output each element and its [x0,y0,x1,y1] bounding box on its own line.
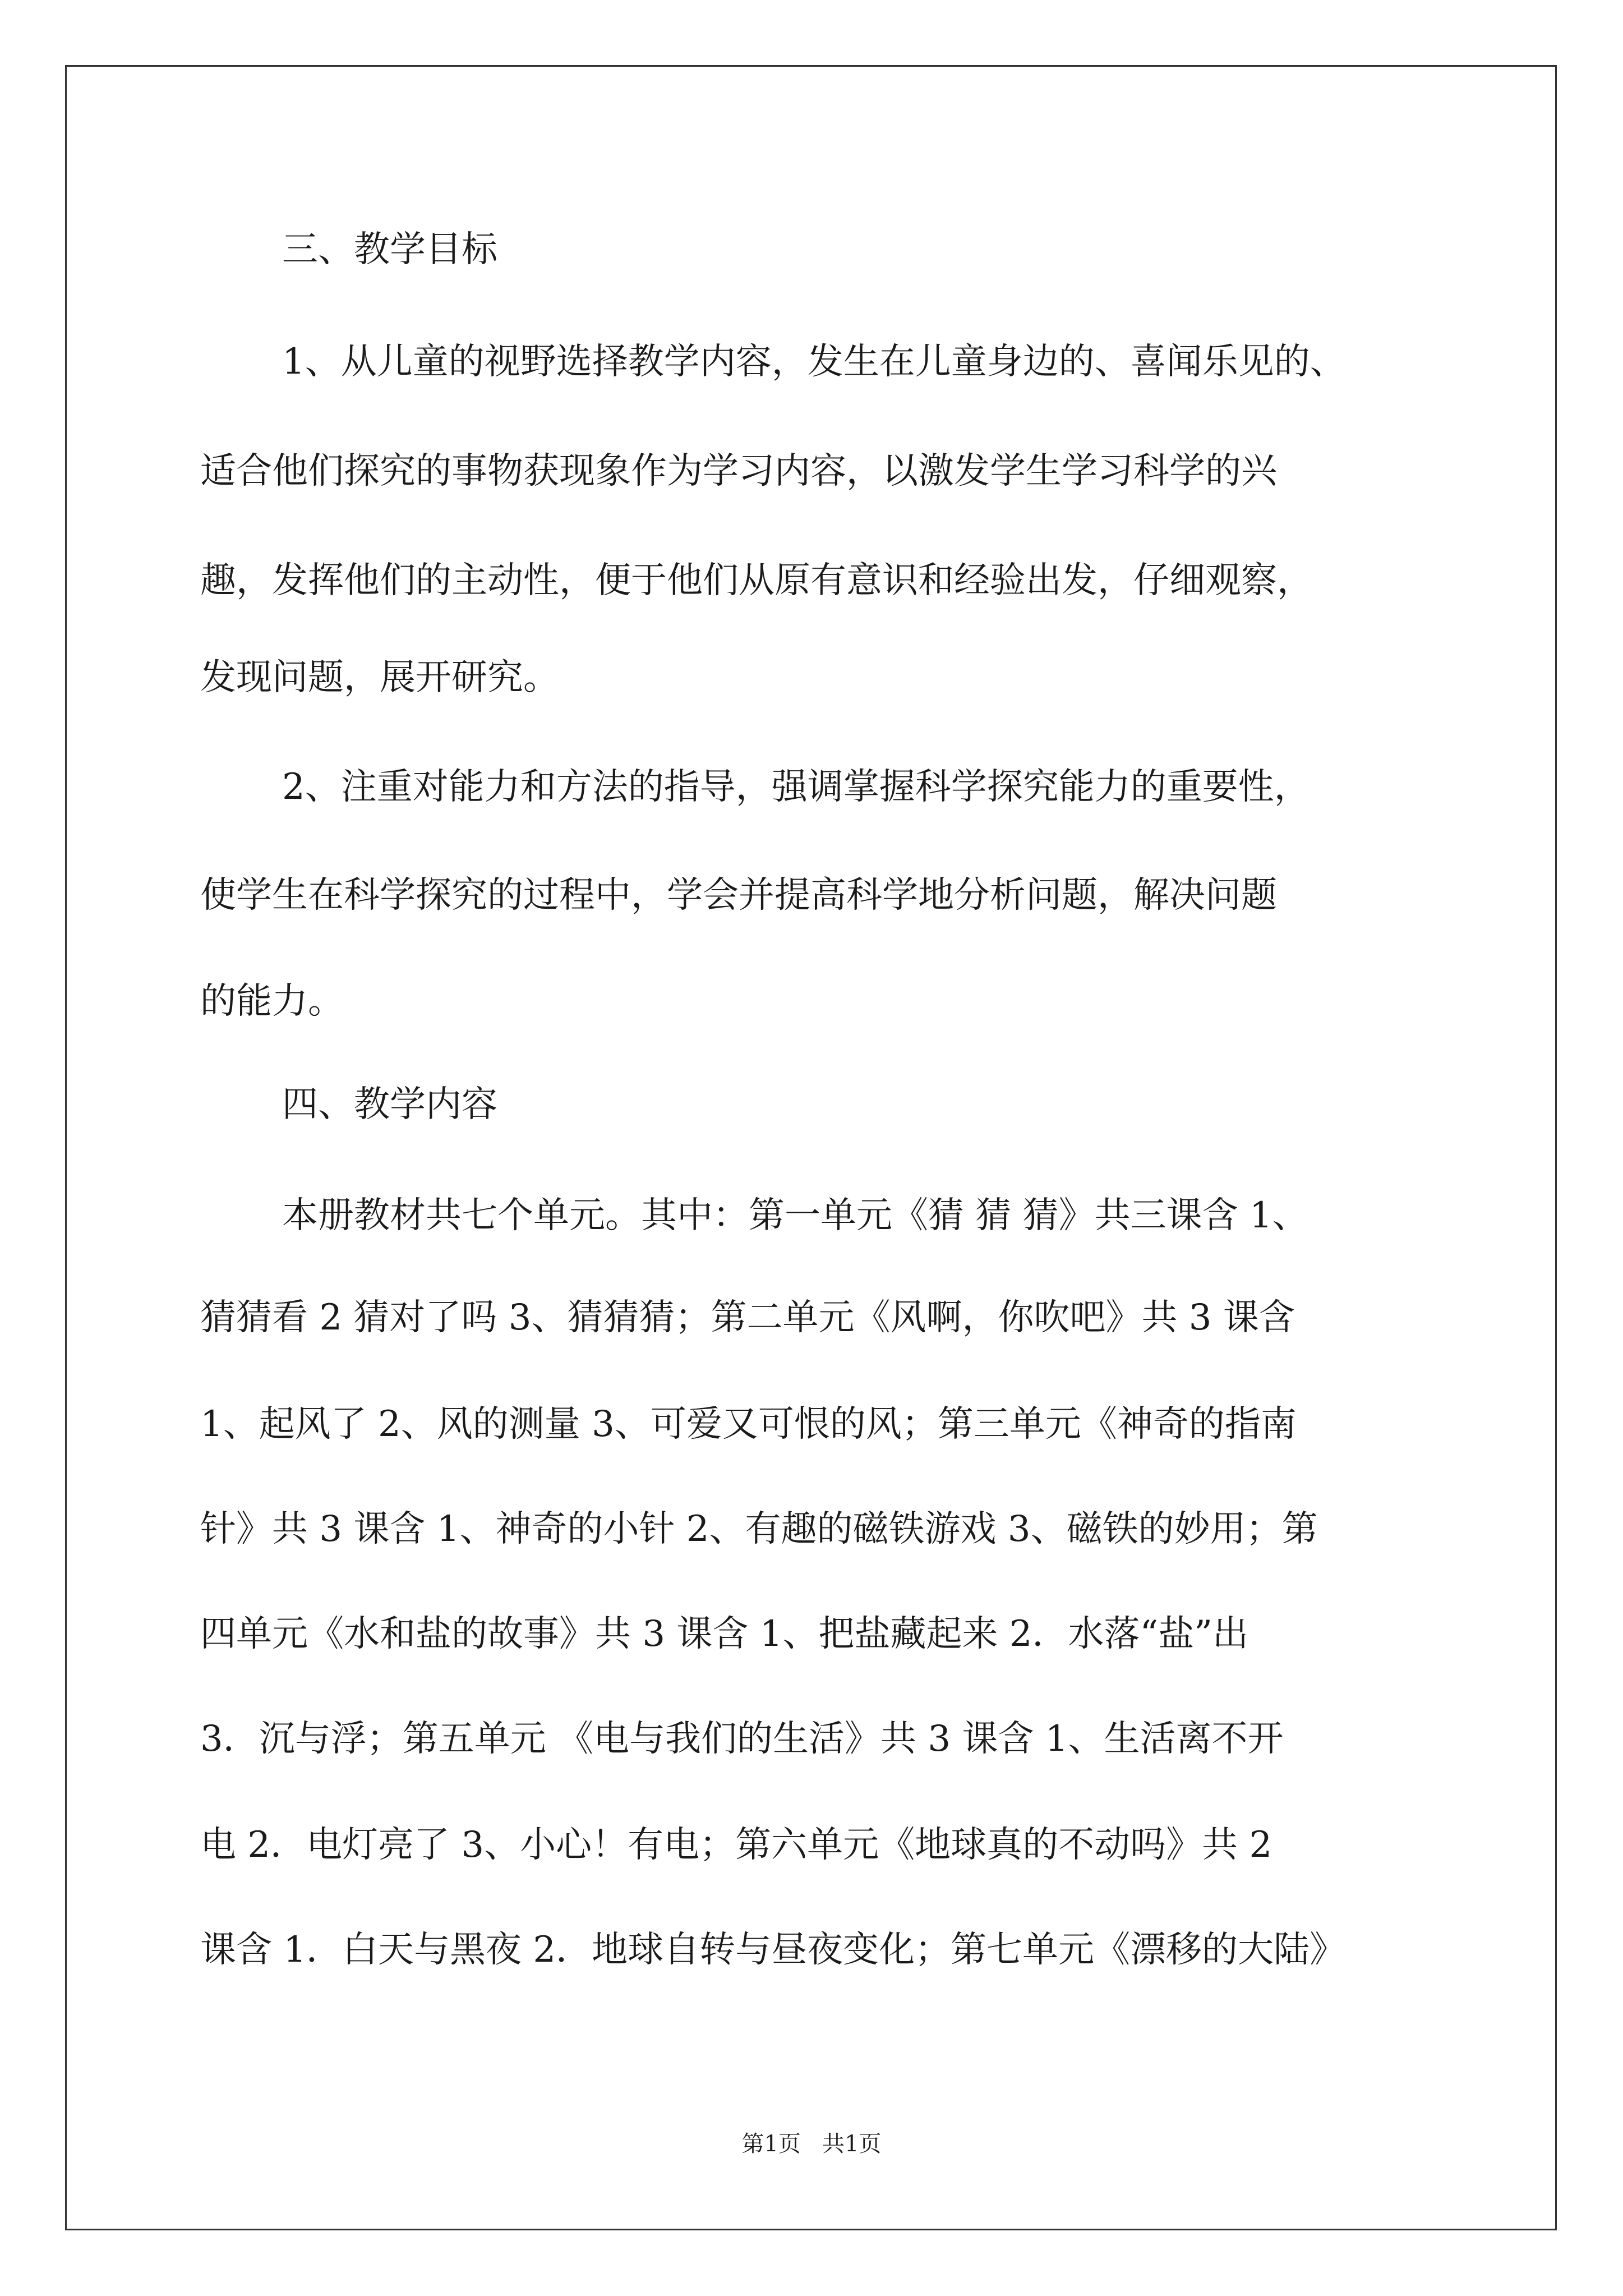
page-frame [65,65,1557,2230]
paragraph-line: 2、注重对能力和方法的指导，强调掌握科学探究能力的重要性， [282,766,1310,808]
paragraph-line: 猜猜看 2 猜对了吗 3、猜猜猜；第二单元《风啊，你吹吧》共 3 课含 [200,1297,1295,1338]
paragraph-line: 趣，发挥他们的主动性，便于他们从原有意识和经验出发，仔细观察， [200,560,1313,601]
page-number-footer: 第1页 共1页 [741,2131,882,2157]
paragraph-line: 课含 1．白天与黑夜 2．地球自转与昼夜变化；第七单元《漂移的大陆》 [200,1929,1346,1971]
paragraph-line: 1、起风了 2、风的测量 3、可爱又可恨的风；第三单元《神奇的指南 [200,1404,1297,1445]
paragraph-line: 1、从儿童的视野选择教学内容，发生在儿童身边的、喜闻乐见的、 [282,341,1346,383]
paragraph-line: 针》共 3 课含 1、神奇的小针 2、有趣的磁铁游戏 3、磁铁的妙用；第 [200,1508,1318,1550]
paragraph-line: 适合他们探究的事物获现象作为学习内容，以激发学生学习科学的兴 [200,450,1277,492]
paragraph-line: 电 2．电灯亮了 3、小心！有电；第六单元《地球真的不动吗》共 2 [200,1824,1272,1866]
paragraph-line: 使学生在科学探究的过程中，学会并提高科学地分析问题，解决问题 [200,875,1277,916]
paragraph-line: 3．沉与浮；第五单元 《电与我们的生活》共 3 课含 1、生活离不开 [200,1718,1284,1760]
paragraph-line: 四单元《水和盐的故事》共 3 课含 1、把盐藏起来 2．水落“盐”出 [200,1613,1248,1655]
paragraph-line: 本册教材共七个单元。其中：第一单元《猜 猜 猜》共三课含 1、 [282,1195,1308,1236]
heading-teaching-content: 四、教学内容 [282,1084,497,1125]
paragraph-line: 的能力。 [200,981,344,1022]
heading-teaching-goals: 三、教学目标 [282,229,497,270]
paragraph-line: 发现问题，展开研究。 [200,657,559,698]
